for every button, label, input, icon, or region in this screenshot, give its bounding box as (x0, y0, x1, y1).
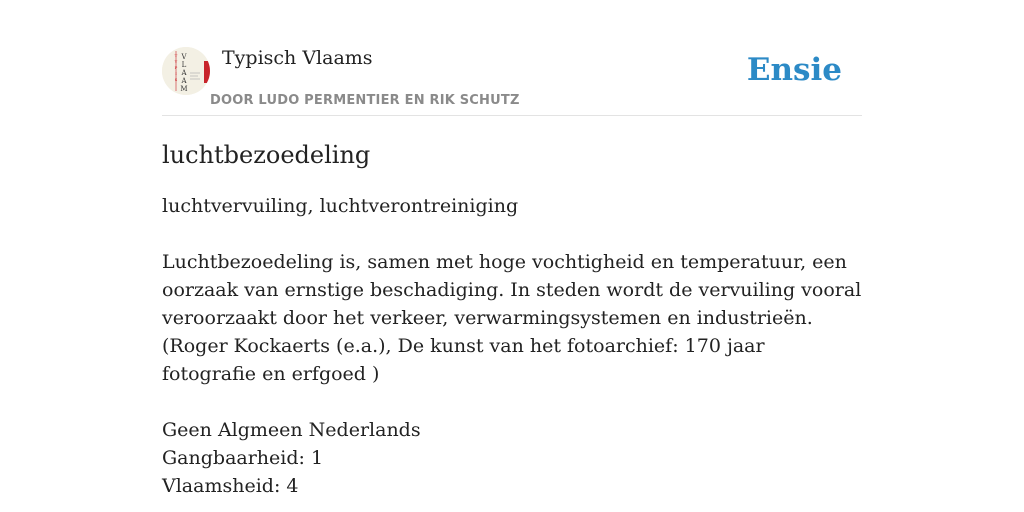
entry-body (162, 192, 862, 500)
entry-note: Geen Algmeen Nederlands (162, 419, 421, 441)
svg-text:V: V (181, 53, 187, 61)
entry-term: luchtbezoedeling (162, 141, 371, 169)
svg-text:A: A (181, 69, 187, 77)
book-cover-avatar[interactable] (162, 47, 210, 95)
ensie-logo[interactable]: Ensie (746, 52, 842, 88)
svg-text:T: T (174, 53, 178, 58)
spacer (162, 388, 862, 416)
svg-text:A: A (181, 77, 187, 85)
entry-synonyms: luchtvervuiling, luchtverontreiniging (162, 195, 519, 217)
entry-example: Luchtbezoedeling is, samen met hoge vochtigheid en temperatuur, een oorzaak van ernstige beschadiging. In steden wordt de vervuiling vooral veroorzaakt door het verkeer, verwarmingsystemen en industrieën. (162, 251, 862, 329)
entry-vlaamsheid: Vlaamsheid: 4 (162, 475, 299, 497)
entry-gangbaarheid: Gangbaarheid: 1 (162, 447, 324, 469)
book-title[interactable]: Typisch Vlaams (222, 47, 373, 69)
vlaams-book-cover-icon (162, 47, 210, 95)
header (162, 0, 862, 116)
svg-text:Y: Y (174, 59, 178, 64)
spacer (162, 220, 862, 248)
svg-text:I: I (175, 71, 177, 76)
svg-text:M: M (180, 85, 188, 93)
svg-text:S: S (174, 77, 178, 82)
book-byline: DOOR LUDO PERMENTIER EN RIK SCHUTZ (210, 93, 520, 108)
entry-source: (Roger Kockaerts (e.a.), De kunst van het fotoarchief: 170 jaar fotografie en erfgoed ) (162, 335, 765, 385)
svg-text:L: L (181, 61, 187, 69)
svg-text:P: P (174, 65, 178, 70)
page-container (162, 0, 862, 497)
